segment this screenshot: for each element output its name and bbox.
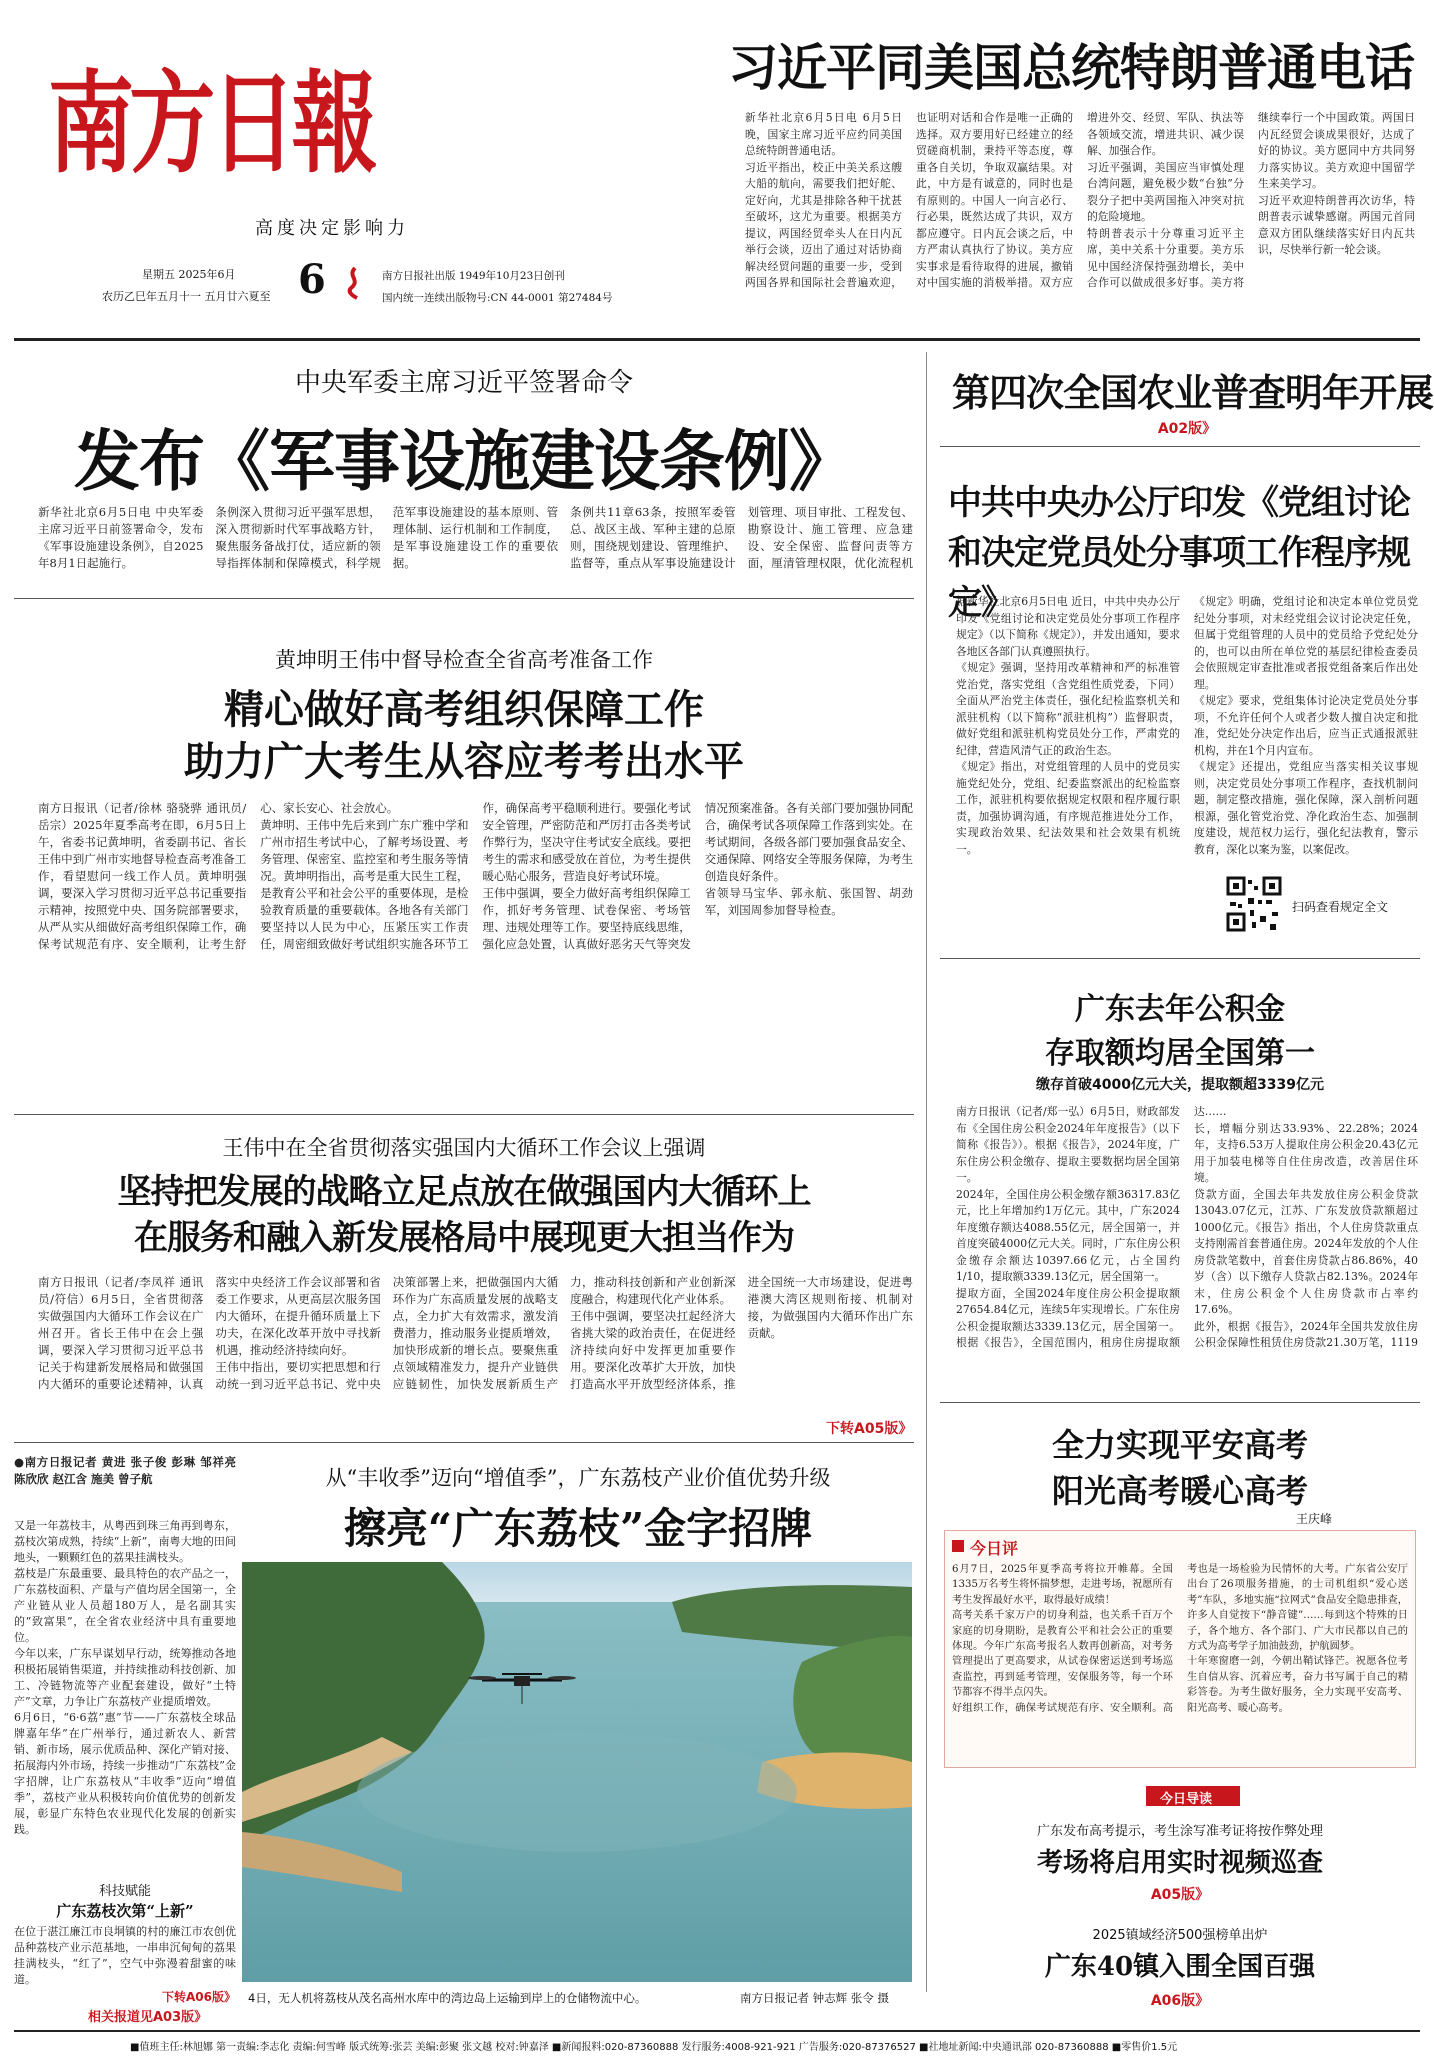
housing-headline-2: 存取额均居全国第一 [1045,1036,1315,1071]
masthead-rule [14,338,1420,341]
guide-item2-see-link[interactable]: A06版》 [1150,1993,1210,2009]
guide-item2-kicker: 2025镇域经济500强榜单出炉 [1092,1928,1268,1943]
party-body: 据新华社北京6月5日电 近日，中共中央办公厅印发《党组讨论和决定党员处分事项工作程序规定》（以下简称《规定》），并发出通知，要求各地区各部门认真遵照执行。 《规定》强调，坚持用改革精神和严的标准管党治党，落实党组（含党组性质党委，下同）全面从严治党主体责任，强化纪检监察机关和派驻机构（以下简称“派驻机构”）监督职责，做好党组和派驻机构党员处分工作，严肃党的纪律，营造风清气正的政治生态。 《规定》指出，对党组管理的人员中的党员实施党纪处分，党组、纪委监察派出的纪检监察工作，派驻机构要依据规定权限和程序履行职责，加强协调沟通，有序规范推进处分工作，实现政治效果、纪法效果和社会效果有机统一。 《规定》明确，党组讨论和决定本单位党员党纪处分事项，对未经党组会议讨论决定任免，但属于党组管理的人员中的党员给予党纪处分的，也可以由所在单位党的基层纪律检查委员会依照规定审查批准或者报党组备案后作出处理。 《规定》要求，党组集体讨论决定党员处分事项，不允许任何个人或者少数人擅自决定和批准，党纪处分决定作出后，应当正式通报派驻机构，并在1个月内宣布。 《规定》还提出，党组应当落实相关议事规则，决定党员处分事项工作程序，查找机制问题，制定整改措施，强化保障，深入剖析问题根源，强化管党治党、净化政治生态、加强制度建设，规范权力运行，强化纪法教育，警示教育，深化以案为鉴，以案促改。 [956,595,1418,856]
masthead-slogan: 高度决定影响力 [255,218,409,239]
gaokao-headline-1: 精心做好高考组织保障工作 [224,686,704,733]
lychee-body: 又是一年荔枝丰，从粤西到珠三角再到粤东，荔枝次第成熟，持续“上新”，南粤大地的田间地头，一颗颗红色的荔果挂满枝头。 荔枝是广东最重要、最具特色的农产品之一，广东荔枝面积、产量与产值均居全国第一，全产业链从业人员超180万人，是名副其实的“致富果”，在全省农业经济中具有重要地位。 今年以来，广东早谋划早行动，统筹推动各地积极拓展销售渠道，并持续推动科技创新、加工、冷链物流等产业配套建设，做好“土特产”文章，力争让广东荔枝产业提质增效。 6月6日，“6·6荔”惠”节——广东荔枝全球品牌嘉年华”在广州举行，通过新农人、新营销、新市场，展示优质品种、深化产销对接、拓展海内外市场，持续一步推动“广东荔枝”金字招牌，让广东荔枝从“丰收季”迈向“增值季”，荔枝产业从积极转向价值优势的创新发展，彰显广东特色农业现代化发展的创新实践。 [14,1519,236,1836]
circulation-body: 南方日报讯（记者/李凤祥 通讯员/符信）6月5日，全省贯彻落实做强国内大循环工作会议在广州召开。省长王伟中在会上强调，要深入学习贯彻习近平总书记关于构建新发展格局和做强国内大循环的重要论述精神，认真落实中央经济工作会议部署和省委工作要求，从更高层次服务国内大循环，在提升循环质量上下功夫，在深化改革开放中寻找新机遇，推动经济持续向好。 王伟中指出，要切实把思想和行动统一到习近平总书记、党中央决策部署上来，把做强国内大循环作为广东高质量发展的战略支点，全力扩大有效需求，激发消费潜力，推动服务业提质增效，加快形成新的增长点。要聚焦重点领域精准发力，提升产业链供应链韧性，加快发展新质生产力，推动科技创新和产业创新深度融合，构建现代化产业体系。 王伟中强调，要坚决扛起经济大省挑大梁的政治责任，在促进经济持续向好中发挥更加重要作用。要深化改革扩大开放，加快打造高水平开放型经济体系，推进全国统一大市场建设，促进粤港澳大湾区规则衔接、机制对接，为做强国内大循环作出广东贡献。 [38,1275,913,1391]
lead-headline: 习近平同美国总统特朗普通电话 [728,38,1414,97]
circulation-headline-2: 在服务和融入新发展格局中展现更大担当作为 [134,1218,794,1258]
guide-item1-kicker: 广东发布高考提示，考生涂写准考证将按作弊处理 [1036,1824,1323,1839]
gaokao-rule [14,1114,914,1115]
gaokao-body: 南方日报讯（记者/徐林 骆骁骅 通讯员/岳宗）2025年夏季高考在即，6月5日上午，省委书记黄坤明，省委副书记、省长王伟中到广州市实地督导检查高考准备工作，看望慰问一线工作人员。黄坤明强调，要深入学习贯彻习近平总书记重要指示精神，按照党中央、国务院部署要求，从严从实从细做好高考组织保障工作，确保考试规范有序、安全顺利，让考生舒心、家长安心、社会放心。 黄坤明、王伟中先后来到广东广雅中学和广州市招生考试中心，了解考场设置、考务管理、保密室、监控室和考生服务等情况。黄坤明指出，高考是重大民生工程，是教育公平和社会公平的重要体现，是检验教育质量的重要载体。各地各有关部门要坚持以人民为中心，压紧压实工作责任，周密细致做好考试组织实施各环节工作，确保高考平稳顺利进行。要强化考试安全管理，严密防范和严厉打击各类考试作弊行为，坚决守住考试安全底线。要把考生的需求和感受放在首位，为考生提供暖心贴心服务，营造良好考试环境。 王伟中强调，要全力做好高考组织保障工作，抓好考务管理、试卷保密、考场管理、违规处理等工作。要坚持底线思维，强化应急处置，认真做好恶劣天气等突发情况预案准备。各有关部门要加强协同配合，确保考试各项保障工作落到实处。在考试期间，各级各部门要加强食品安全、交通保障、网络安全等服务保障，为考生创造良好条件。 省领导马宝华、郭永航、张国智、胡劲军，刘国周参加督导检查。 [38,801,913,951]
lead-body: 新华社北京6月5日电 6月5日晚，国家主席习近平应约同美国总统特朗普通电话。 习近平指出，校正中美关系这艘大船的航向，需要我们把好舵、定好向，尤其是排除各种干扰甚至破坏，这尤为重要。根据美方提议，两国经贸牵头人在日内瓦举行会谈，迈出了通过对话协商解决经贸问题的重要一步，受到两国各界和国际社会普遍欢迎，也证明对话和合作是唯一正确的选择。双方要用好已经建立的经贸磋商机制，秉持平等态度，尊重各自关切，争取双赢结果。对此，中方是有诚意的，同时也是有原则的。中国人一向言必行、行必果，既然达成了共识，双方都应遵守。日内瓦会谈之后，中方严肃认真执行了协议。美方应实事求是看待取得的进展，撤销对中国实施的消极举措。双方应增进外交、经贸、军队、执法等各领域交流，增进共识、减少误解、加强合作。 习近平强调，美国应当审慎处理台湾问题，避免极少数“台独”分裂分子把中美两国拖入冲突对抗的危险境地。 特朗普表示十分尊重习近平主席，美中关系十分重要。美方乐见中国经济保持强劲增长，美中合作可以做成很多好事。美方将继续奉行一个中国政策。两国日内瓦经贸会谈成果很好，达成了好的协议。美方愿同中方共同努力落实协议。美方欢迎中国留学生来美学习。 习近平欢迎特朗普再次访华，特朗普表示诚挚感谢。两国元首同意双方团队继续落实好日内瓦共识，尽快举行新一轮会谈。 [745,111,1415,289]
guide-item2-headline[interactable]: 广东40镇入围全国百强 [1044,1952,1316,1982]
masthead-issn: 国内统一连续出版物号:CN 44-0001 第27484号 [382,292,613,304]
guide-tag: 今日导读 [1160,1792,1213,1807]
military-body: 新华社北京6月5日电 中央军委主席习近平日前签署命令，发布《军事设施建设条例》，自2025年8月1日起施行。 条例深入贯彻习近平强军思想，深入贯彻新时代军事战略方针，聚焦服务备战打仗，适应新的领导指挥体制和保障模式，科学规范军事设施建设的基本原则、管理体制、运行机制和工作制度，是军事设施建设工作的重要依据。 条例共11章63条，按照军委管总、战区主战、军种主建的总原则，围绕规划建设、管理维护、监督等，重点从军事设施建设计划管理、项目审批、工程发包、勘察设计、施工管理、应急建设、安全保密、监督问责等方面，厘清管理权限，优化流程机 [38,505,913,570]
qr-code-icon[interactable] [1226,876,1282,932]
lychee-caption: 4日，无人机将荔枝从茂名高州水库中的湾边岛上运输到岸上的仓储物流中心。 [248,1991,647,2005]
lychee-photo [242,1562,912,1982]
housing-headline-1: 广东去年公积金 [1075,992,1285,1027]
qr-label: 扫码查看规定全文 [1292,900,1389,914]
circulation-headline-1: 坚持把发展的战略立足点放在做强国内大循环上 [117,1172,811,1212]
gaokao-kicker: 黄坤明王伟中督导检查全省高考准备工作 [275,648,653,672]
lychee-sub-body: 在位于湛江廉江市良垌镇的村的廉江市农创优品种荔枝产业示范基地，一串串沉甸甸的荔果挂满枝头，“红了”，空气中弥漫着甜蜜的味道。 [14,1925,236,1986]
editorial-headline-1: 全力实现平安高考 [1051,1426,1308,1464]
party-headline: 中共中央办公厅印发《党组讨论和决定党员处分事项工作程序规定》 [948,483,1410,623]
editorial-tag: 今日评 [970,1539,1019,1558]
circulation-see-link[interactable]: 下转A05版》 [826,1421,913,1437]
lychee-headline: 擦亮“广东荔枝”金字招牌 [343,1504,813,1553]
masthead-publisher: 南方日报社出版 1949年10月23日创刊 [382,270,565,282]
guide-item1-see-link[interactable]: A05版》 [1150,1887,1210,1903]
masthead-date: 星期五 2025年6月 [142,268,236,281]
military-rule [14,598,914,599]
military-headline: 发布《军事设施建设条例》 [74,422,854,500]
lychee-photo-credit: 南方日报记者 钟志辉 张令 摄 [740,1991,889,2005]
party-rule [940,958,1420,959]
military-kicker: 中央军委主席习近平签署命令 [294,368,633,398]
editorial-body: 6月7日，2025年夏季高考将拉开帷幕。全国1335万名考生将怀揣梦想，走进考场，祝愿所有考生发挥最好水平，取得最好成绩！ 高考关系千家万户的切身利益，也关系千百万个家庭的切身期盼，是教育公平和社会公正的重要体现。今年广东高考报名人数再创新高，对考务管理提出了更高要求，从试卷保密运送到考场巡查监控，再到延考管理，安保服务等，每一个环节都容不得半点闪失。 好组织工作，确保考试规范有序、安全顺利。高考也是一场检验为民情怀的大考。广东省公安厅出台了26项服务措施，的士司机组织“爱心送考”车队，多地实施“拉网式”食品安全隐患排查，许多人自觉按下“静音键”……每到这个特殊的日子，各个地方、各个部门、广大市民都以自己的方式为高考学子加油鼓劲，护航圆梦。 十年寒窗磨一剑，今朝出鞘试锋芒。祝愿各位考生自信从容、沉着应考，奋力书写属于自己的精彩答卷。为考生做好服务，全力实现平安高考、阳光高考、暖心高考。 [952,1564,1408,1714]
housing-body: 南方日报讯（记者/郑一弘）6月5日，财政部发布《全国住房公积金2024年年度报告》（以下简称《报告》）。根据《报告》，2024年度，广东住房公积金缴存、提取主要数据均居全国第一。 2024年，全国住房公积金缴存额36317.83亿元，比上年增加约1万亿元。其中，广东2024年度缴存额达4088.55亿元，居全国第一，并首度突破4000亿元大关。同时，广东住房公积金缴存余额达10397.66亿元，占全国约1/10，提取额3339.13亿元，居全国第一。 提取方面，全国2024年度住房公积金提取额27654.84亿元，连续5年实现增长。广东住房公积金提取额达3339.13亿元，居全国第一。根据《报告》，全国范围内，租房住房提取额达…… 长，增幅分别达33.93%、22.28%；2024年，支持6.53万人提取住房公积金20.43亿元用于加装电梯等自住住房改造，改善居住环境。 贷款方面，全国去年共发放住房公积金贷款13043.07亿元，江苏、广东发放贷款额超过1000亿元。《报告》指出，个人住房贷款重点支持刚需首套普通住房。2024年发放的个人住房贷款笔数中，首套住房贷款占86.86%，40岁（含）以下缴存人贷款占82.13%。2024年末，住房公积金个人住房贷款市占率约17.6%。 此外，根据《报告》，2024年全国共发放住房公积金保障性租赁住房贷款21.30万笔，1119 [956,1105,1418,1349]
guide-item1-headline[interactable]: 考场将启用实时视频巡查 [1036,1848,1323,1878]
circulation-kicker: 王伟中在全省贯彻落实强国内大循环工作会议上强调 [222,1136,706,1160]
editorial-headline-2: 阳光高考暖心高考 [1051,1472,1308,1510]
housing-rule [940,1402,1420,1403]
masthead-logo [48,14,378,189]
lychee-sub-kicker: 科技赋能 [98,1884,151,1899]
lychee-see-link[interactable]: 下转A06版》 [162,1990,236,2004]
column-divider [926,352,927,1992]
agri-see-link[interactable]: A02版》 [1157,421,1217,437]
circulation-rule [14,1442,914,1443]
editorial-author: 王庆峰 [1296,1512,1333,1526]
masthead-day: 6 [298,256,326,303]
lychee-sub-head: 广东荔枝次第“上新” [56,1902,194,1920]
lychee-related-link[interactable]: 相关报道见A03版》 [88,2010,208,2025]
footer-rule [14,2030,1420,2032]
footer-credits: ■值班主任:林旭娜 第一责编:李志化 责编:何雪峰 版式统筹:张芸 美编:彭聚 张文越 校对:钟嘉泽 ■新闻报料:020-87360888 发行服务:4008-921-921 广告服务:020-87376527 ■社地址新闻:中央通讯部 020-87360888 ■零售价1.5元 [130,2042,1178,2053]
lychee-byline: ●南方日报记者 黄进 张子俊 彭琳 邹祥亮 陈欣欣 赵江含 施美 曾子航 [14,1455,236,1486]
agri-rule [940,446,1420,447]
gaokao-headline-2: 助力广大考生从容应考考出水平 [184,738,744,785]
lychee-kicker: 从“丰收季”迈向“增值季”，广东荔枝产业价值优势升级 [325,1466,831,1490]
masthead-lunar: 农历乙巳年五月十一 五月廿六夏至 [102,290,271,303]
editorial-tag-icon [952,1540,964,1552]
housing-subhead: 缴存首破4000亿元大关，提取额超3339亿元 [1036,1077,1324,1093]
masthead-logo-text: 南方日報 [48,59,377,188]
masthead-emblem-icon [345,266,365,300]
agri-headline: 第四次全国农业普查明年开展 [952,370,1434,415]
